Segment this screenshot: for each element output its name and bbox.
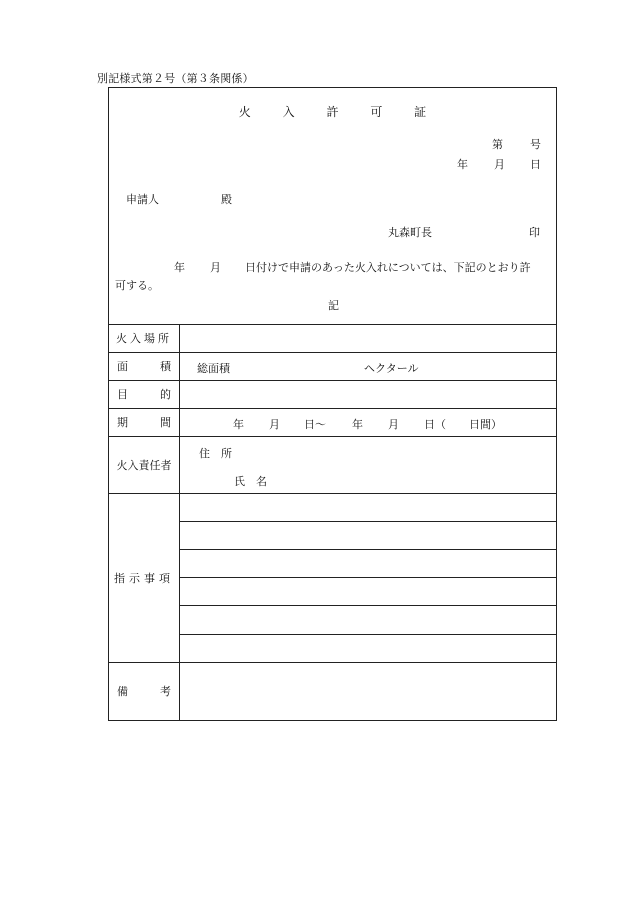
purpose-field[interactable] <box>180 381 556 408</box>
instructions-label-cell <box>109 493 179 662</box>
period-start-year: 年 <box>233 418 244 431</box>
period-label-a: 期 <box>117 416 128 429</box>
seal-mark: 印 <box>529 226 540 239</box>
purpose-label-cell <box>109 380 179 408</box>
period-end-year: 年 <box>352 418 363 431</box>
period-start-month: 月 <box>269 418 280 431</box>
form-number-label: 別記様式第２号（第３条関係） <box>97 72 254 85</box>
location-field[interactable] <box>180 325 556 352</box>
period-label-cell <box>109 408 179 436</box>
instruction-line <box>180 577 556 578</box>
period-end-month: 月 <box>388 418 399 431</box>
issue-day: 日 <box>530 158 541 171</box>
remarks-label-a: 備 <box>117 685 128 698</box>
purpose-label-b: 的 <box>160 388 171 401</box>
title-char: 可 <box>370 105 383 119</box>
issue-year: 年 <box>457 158 468 171</box>
title-char: 入 <box>282 105 295 119</box>
period-end-day: 日（ <box>424 418 446 431</box>
permit-title <box>109 103 556 120</box>
responsible-name-label: 氏 名 <box>234 475 267 488</box>
remarks-label-cell <box>109 662 179 720</box>
instruction-line <box>180 549 556 550</box>
remarks-label-b: 考 <box>160 685 171 698</box>
period-label-b: 間 <box>160 416 171 429</box>
area-label-a: 面 <box>117 360 128 373</box>
number-go: 号 <box>530 138 541 151</box>
title-char: 許 <box>326 105 339 119</box>
instruction-line <box>180 521 556 522</box>
area-label-cell <box>109 352 179 380</box>
period-days: 日間） <box>469 418 502 431</box>
area-label-b: 積 <box>160 360 171 373</box>
purpose-label-a: 目 <box>117 388 128 401</box>
responsible-label: 火入責任者 <box>116 458 172 472</box>
permit-form <box>108 87 557 721</box>
body-text-line1: 日付けで申請のあった火入れについては、下記のとおり許 <box>245 261 531 274</box>
period-start-day: 日～ <box>304 418 326 431</box>
body-year: 年 <box>174 261 185 274</box>
total-area-label: 総面積 <box>197 362 230 375</box>
body-month: 月 <box>210 261 221 274</box>
responsible-label-cell <box>109 436 179 493</box>
hectare-unit: ヘクタール <box>364 362 419 375</box>
title-char: 証 <box>414 105 427 119</box>
applicant-label: 申請人 <box>126 193 159 206</box>
ki-heading: 記 <box>328 299 339 312</box>
responsible-address-label: 住 所 <box>199 447 232 460</box>
instruction-line <box>180 605 556 606</box>
issue-month: 月 <box>494 158 505 171</box>
instruction-line <box>180 634 556 635</box>
applicant-honorific: 殿 <box>221 193 232 206</box>
title-char: 火 <box>238 105 251 119</box>
instructions-label: 指示事項 <box>114 571 174 585</box>
location-label: 火入場所 <box>116 332 172 345</box>
issuer-name: 丸森町長 <box>388 226 432 239</box>
remarks-field[interactable] <box>180 663 556 720</box>
location-label-cell <box>109 324 179 352</box>
body-text-line2: 可する。 <box>115 279 159 292</box>
number-dai: 第 <box>492 138 503 151</box>
